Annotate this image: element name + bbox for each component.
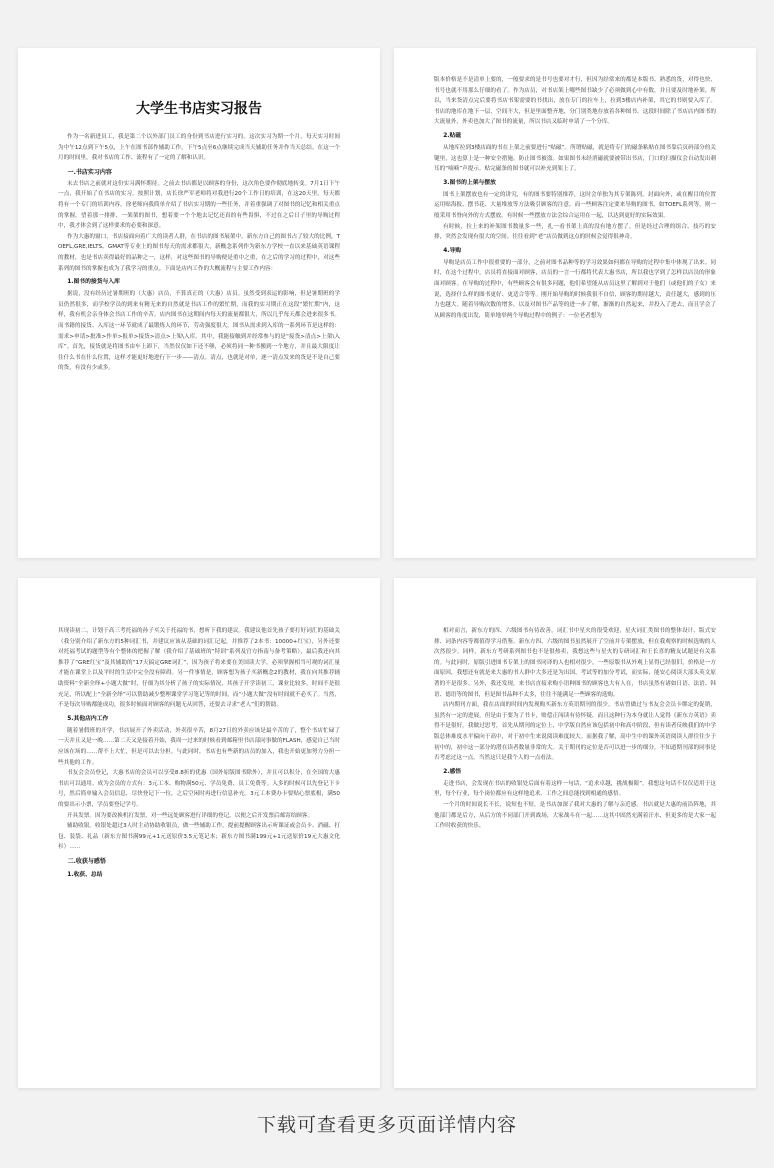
paragraph: 导购是店员工作中很重要的一部分，之前对图书品种等的学习效果如何都在导购的过程中集中体现了出来。同时，在这个过程中，店员将直接面对顾客，店员的一言一行都将代表大惠书店，所以我也学到了怎样以店员的形象面对顾客。在导购的过程中，有些顾客会有很多问题，他们希望能从店员这里了解到对于他们（或他们的子女）来说，选择什么样的图书更好、更适合等等。刚开始导购的时候我很不自信，顾客的期待越大，责任越大，感到的压力也越大。随着导购次数的增多，以及对图书产品等的进一步了解，渐渐的自然起来，并投入了进去，而且学会了从顾客的角度出发，简单地举两个导购过程中的例子：一位老者想为 bbox=[434, 259, 716, 319]
paragraph-continued: 版本价格是不是清单上要的，一般要求的是书号也要对才行，但因为经常来的都是本版书、熟悉的货，对得也快，书号也就不用那么仔细的看了。作为店员，对书店架上哪些图书缺少了必须做到心中有数，并且要及时地补架。所以，当来货清点完后要将书店书架需要的书找出，放在专门的拉车上，拉到3楼店内补架，其它的书则要入库了。书店的地库在地下一层，空间不大，但是里面整齐地、分门别类地存放着各种图书。这段时间除了书店店内图书的大流量外，外卖也加大了图书的流量，所以书店又临时申请了一个分库。 bbox=[434, 77, 716, 126]
subsection-heading: 3.图书的上架与摆放 bbox=[443, 179, 496, 186]
download-more-prompt[interactable]: 下载可查看更多页面详情内容 bbox=[256, 1114, 517, 1136]
paragraph: 从地库拉到3楼店面的书在上架之前要进行“贴磁”。所谓贴磁，就是将专门的磁条粘贴在图书靠后页码部分的关键里，这也算上是一种安全措施，防止图书被盗。如果图书未经消磁就要被带出书店，门口的扫描仪会自动发出刺耳的“嘀嘀”声提示。贴完磁条的图书就可以补充到架上了。 bbox=[434, 144, 716, 173]
document-title: 大学生书店实习报告 bbox=[136, 101, 262, 117]
paragraph: 作为大惠的窗口，书店接面向着广大的读者人群，在书店的图书展架中，新东方自己的图书占了较大的比例，TOEFL,GRE,IELTS、GMAT等专业上的图书每天的需求都很大，新概念系列作为新东方学校一直以来基础英语课程的教材，也是书店卖得最好的品种之一，这样，对这些图书的导购便是重中之重，在之后的学习的过程中，对这些系列的图书的掌握也成为了我学习的重点。下面是店内工作的大概流程与主要工作内容： bbox=[58, 233, 340, 272]
section-heading: 二.收获与感悟 bbox=[67, 857, 106, 865]
paragraph: 据说，没有经历过暑期班的（大惠）店员，不算真正的（大惠）店员。虽然受到表运的影响，但是暑期班的学员仍然很多，而学校学员的到来有精无来的自然就是书店工作的繁忙期，而我的实习期正在这段“繁忙期”内，这样，我有机会亲身体会书店工作的辛苦。店内图书在这期间内每天的流量都很大，所以几乎每天都会进来很多书。而书籍的接货、入库这一环节就成了最锻炼人的环节，劳动强度很大。图书从需求到入库的一系列环节是这样的：需求>申请>批准>作单>报单>接货>清点>上架\入库。其中，我能接触到并经常参与的是“接货>清点>上架\入库”。首先，接货就是将图书由车上卸下，当然仅仅如下还不够，必须将同一种书搬到一个地方，并且最大限度让住什么书在什么位置，这样才能更好地进行下一步——清点。清点，也就是对单，逐一清点发来的货是不是自己要的货，有没有少或多。 bbox=[58, 291, 340, 372]
document-page-1 bbox=[18, 48, 380, 558]
paragraph: 开具发票。因为要改换机打发票，对一些远处顾客进行详细的登记，以便之后开发票后邮寄给顾客。 bbox=[66, 812, 314, 819]
paragraph: 随着暑假班的开学，书店展开了外卖活动，外卖很辛苦，8月27日的外卖应该是最辛苦的了，整个书店忙碌了一天并且又是一晚……第二天又是接着开始，我周一过来的时候看到邮箱里书店部同事做的FLASH，感觉自己当时应该在场的……帮不上大忙，但是可以去分担。与此同时，书店也有些新的店员的加入，我也开始更加努力分担一些其他的工作。 bbox=[58, 727, 340, 766]
paragraph: 一个月的时间说长不长，说短也不短，是书店加深了我对大惠的了解与亲近感。书店就是大惠的前沿阵地，其他部门都是后方，从后方的不同部门开到战场，大家战斗在一起……这其中固然充满着汗水，但更多的是大家一起工作时收获的快乐。 bbox=[434, 801, 716, 830]
page-body bbox=[58, 626, 340, 881]
paragraph: 店内期刊方面，我在店面的时间内发现购买新东方英语期刊的很少。书店曾做过与书友会会员卡绑定的促销，虽然有一定的进展，但是由于要为了书卡，赔偿正闯读有待怀疑，而且这种行为本身就让人觉得《新东方英语》卖得不是很好。我做过思考，首先从期刊的定位上，中学版自然应该包括初中和高中阶段，但有读者反映我们的中学版总体难度水平偏向于高中，对于初中生来说阅读难度较大。而据我了解，高中生中的课外英语阅读人群往往少于初中的，初中这一部分的潜在读者数量非常的大。关于期刊的定位是否可以进一步的细分，不知道期刊部的同事是否考虑过这一点，当然这只是我个人的一点看法。 bbox=[434, 702, 716, 762]
document-page-3 bbox=[18, 578, 380, 1088]
subsection-heading: 1.图书的接货与入库 bbox=[67, 279, 120, 286]
document-page-4 bbox=[394, 578, 756, 1088]
page-body bbox=[58, 132, 340, 374]
paragraph: 图书上架摆放也有一定的讲究，有的图书要特别推荐，这时会单独为其专架陈列，封面向外，或在醒目的位置运用贴海报、摆书花、大量堆放等方法吸引顾客的注意。而一些顾客注定要来导购的图书，如TOEFL系列等，则一般采用书脊向外的方式摆放。有时候一些摆放方法会综合运用在一起，以达到更好的实际效果。 bbox=[434, 191, 716, 219]
subsection-heading: 2.感悟 bbox=[443, 768, 462, 775]
document-page-2 bbox=[394, 48, 756, 558]
subsection-heading: 1.收获、总结 bbox=[67, 871, 103, 878]
paragraph: 辅助收银。收银处超过3人时主动协助收银员，做一些辅助工作，提前提醒顾客出示听课证或会员卡、消磁、打包、装袋、礼品（新东方图书满99元+1元送原价3.5元笔记本；新东方图书满199元+1元送原价19元大惠文化衫）…… bbox=[58, 823, 340, 851]
paragraph: 书友会会员登记，大惠书店的会员可以享受8.8折的优惠（国外原版图书除外），并且可以积分，在全国的大惠书店可以通用。成为会员的方式有：3元工本、购物满50元、学员免费、员工免费等。入多的时候可以先登记下卡号，然后简单输入会员信息，尽快登记下一位，之后空闲时再进行信息补充。3元工本费办卡要贴心票底根，满50的要出示小票，学员要登记学号。 bbox=[58, 770, 340, 808]
paragraph: 走进书店，会发现在书店的收银处后面有着这样一句话，“追求卓越，挑战极限”。我想这句话不仅仅适用于这里，每个行业，每个岗位都应有这样地追求。工作之间总能找到相通的感悟。 bbox=[434, 780, 716, 798]
page-body bbox=[434, 75, 716, 321]
subsection-heading: 2.贴磁 bbox=[443, 132, 462, 139]
paragraph: 作为一名新进员工，我是第二个以外部门员工的身份到书店进行实习的。这次实习为期一个月，每天实习时间为中午12点到下午5点，上午在图书部作辅助工作，下午5点至6点继续完成当天辅助任务并作当天总结。在这一个月的时间里，我对书店的工作、流程有了一定的了解和认识。 bbox=[58, 134, 340, 162]
subsection-heading: 4.导购 bbox=[443, 247, 462, 254]
paragraph: 有时候，拉上来的补架图书数量多一些，扎一看书架上真的没有地方摆了，但是经过合理的组合、技巧的安排，突然会发现有很大的空间。往往看到“老”店员做到这点的时候会觉得很神奇。 bbox=[434, 223, 716, 241]
section-heading: 一.书店实习内容 bbox=[67, 168, 112, 176]
paragraph: 相对而言，新东方的四、六级图书有待改善。词汇书中星火的很受欢迎，星火词汇类图书的整体设计、版式安排、词条内容等都值得学习借鉴。新东方四、六级的图书虽然展开了空前并专架摆放，但在我观察的时候选购的人次然很少。同样，新东方考研系列图书也不是很热卖，我想这些与星火的专研词汇和王长喜的精友试题是有关系的。与此同时，原版引进图书专架上的图书同译的人也相对很少，一些原版书从外观上显得已经很旧，价格是一方面原因，我想还有就是来大惠的书人群中大多还是为出国、考试等的加分考试，而实际，能安心阅读大部头英文原著的不是很多。另外，我还发现，来书店直接求购小语种图书的顾客也大有人在，书店虽然有诸如日语、法语、韩语、德语等的图书，但是图书品种不太多，往往不能满足一些顾客的选购。 bbox=[434, 628, 716, 698]
paragraph: 未去书店之前就对这份实习满怀期待。之前去书店都是以顾客的身份，这次角色要作彻底地转变。7月1日下午一点，我开始了在书店的实习。按照计划，店长徐严军老师将对我进行20个工作日的培训，在这20天里，每天都将有一个专门的培训内容。徐老师向我简单介绍了书店实习期的一些任务，并着重强调了对图书的记忆和相关重点的掌握。望着那一排排、一架架的图书，想着要一个个地去记忆还真的有些畏惧，不过在之后日子里的导购过程中，我才体会到了这样要求的必要和深意。 bbox=[58, 180, 340, 230]
page-body bbox=[434, 626, 716, 832]
subsection-heading: 5.其他店内工作 bbox=[67, 715, 109, 722]
paragraph-continued: 其现读初二，计划于高三考托福的孙子买关于托福的书，想听下我的建议。我建议他首先孩子要打好词汇的基础关（我分别介绍了新东方的5种词汇书，并建议应该从基础的词汇记起，并推荐了2本书：10000+红宝），另外还要对托福考试的题型等有个整体的把握了解（我介绍了基础班的“特训”系列及官方指南与备考策略），最后我还向其推荐了“GRE红宝”及其辅助的“17天搞定GRE词汇”，因为孩子将来要在美国读大学，必须掌握相当可观的词汇量才能在课堂上以及平时的生活中完全没有障碍。另一件事情是，顾客想为孩子买新概念2的教材，我在向其推荐辅助资料“全新全绎+小题大做”时，仔细为其分析了孩子的实际情况，其孩子开学读初三，课业比较多，时间不是很充足，所以配上“全新全绎”可以帮助减少整理课堂学习笔记等的时间，而“小题大做”没有时间就不必买了。当然，不是每次导购都能成功，很多时候面对顾客的问题无从回答，还要去寻求“老人”们的帮助。 bbox=[58, 628, 340, 709]
